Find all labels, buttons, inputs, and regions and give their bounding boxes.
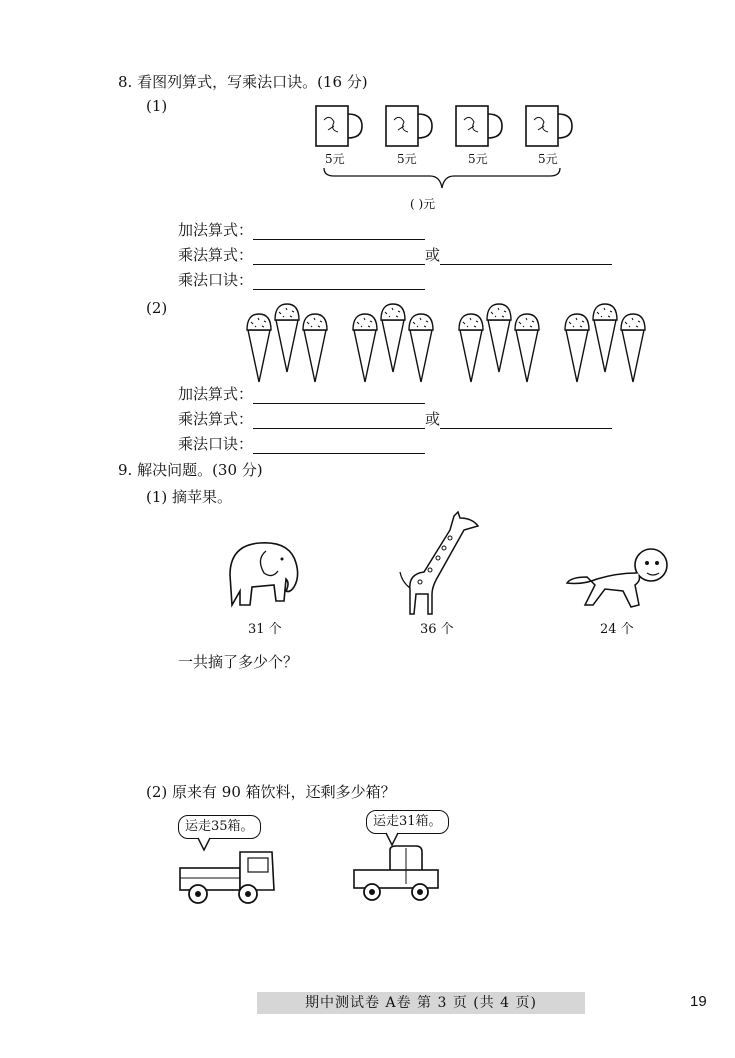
answer-blank[interactable] bbox=[253, 250, 425, 265]
mug-icon bbox=[456, 106, 502, 146]
rhyme-row: 乘法口诀： bbox=[178, 270, 425, 290]
cone-group bbox=[353, 304, 433, 382]
page-number: 19 bbox=[690, 993, 707, 1010]
q9-part1-label: (1) 摘苹果。 bbox=[146, 488, 233, 506]
answer-blank[interactable] bbox=[253, 439, 425, 454]
mug-icon bbox=[316, 106, 362, 146]
price-label: 5元 bbox=[325, 152, 345, 166]
mug-icon bbox=[386, 106, 432, 146]
elephant-icon bbox=[222, 535, 302, 615]
mug-icon bbox=[526, 106, 572, 146]
price-label: 5元 bbox=[538, 152, 558, 166]
mul-formula-row: 乘法算式： 或 bbox=[178, 245, 612, 265]
price-label: 5元 bbox=[397, 152, 417, 166]
rhyme-row: 乘法口诀： bbox=[178, 434, 425, 454]
add-formula-row: 加法算式： bbox=[178, 220, 425, 240]
brace-icon bbox=[322, 166, 562, 192]
dump-truck-icon bbox=[176, 842, 280, 908]
answer-blank[interactable] bbox=[253, 389, 425, 404]
monkey-icon bbox=[565, 545, 675, 615]
monkey-count: 24 个 bbox=[600, 622, 634, 637]
q8-title: 8. 看图列算式，写乘法口诀。(16 分) bbox=[118, 73, 368, 91]
add-formula-row: 加法算式： bbox=[178, 384, 425, 404]
q9-title: 9. 解决问题。(30 分) bbox=[118, 461, 263, 479]
q9-part2-label: (2) 原来有 90 箱饮料，还剩多少箱？ bbox=[146, 783, 396, 801]
pickup-truck-icon bbox=[350, 842, 442, 908]
answer-blank[interactable] bbox=[440, 414, 612, 429]
price-label: 5元 bbox=[468, 152, 488, 166]
answer-blank[interactable] bbox=[440, 250, 612, 265]
speech-bubble-1: 运走35箱。 bbox=[178, 815, 261, 839]
cone-group bbox=[247, 304, 327, 382]
page-footer: 期中测试卷 A卷 第 3 页 (共 4 页) bbox=[257, 992, 585, 1014]
giraffe-count: 36 个 bbox=[420, 622, 454, 637]
cone-group bbox=[565, 304, 645, 382]
speech-bubble-2: 运走31箱。 bbox=[366, 810, 449, 834]
elephant-count: 31 个 bbox=[248, 622, 282, 637]
giraffe-icon bbox=[394, 510, 484, 620]
mul-formula-row: 乘法算式： 或 bbox=[178, 409, 612, 429]
cone-group bbox=[459, 304, 539, 382]
q9-part1-question: 一共摘了多少个？ bbox=[178, 653, 299, 671]
answer-blank[interactable] bbox=[253, 225, 425, 240]
answer-blank[interactable] bbox=[253, 275, 425, 290]
answer-blank[interactable] bbox=[253, 414, 425, 429]
q8-part1-label: (1) bbox=[146, 97, 168, 115]
ice-cream-illustration bbox=[246, 302, 646, 377]
q8-part2-label: (2) bbox=[146, 299, 168, 317]
total-label: ( )元 bbox=[410, 197, 436, 211]
